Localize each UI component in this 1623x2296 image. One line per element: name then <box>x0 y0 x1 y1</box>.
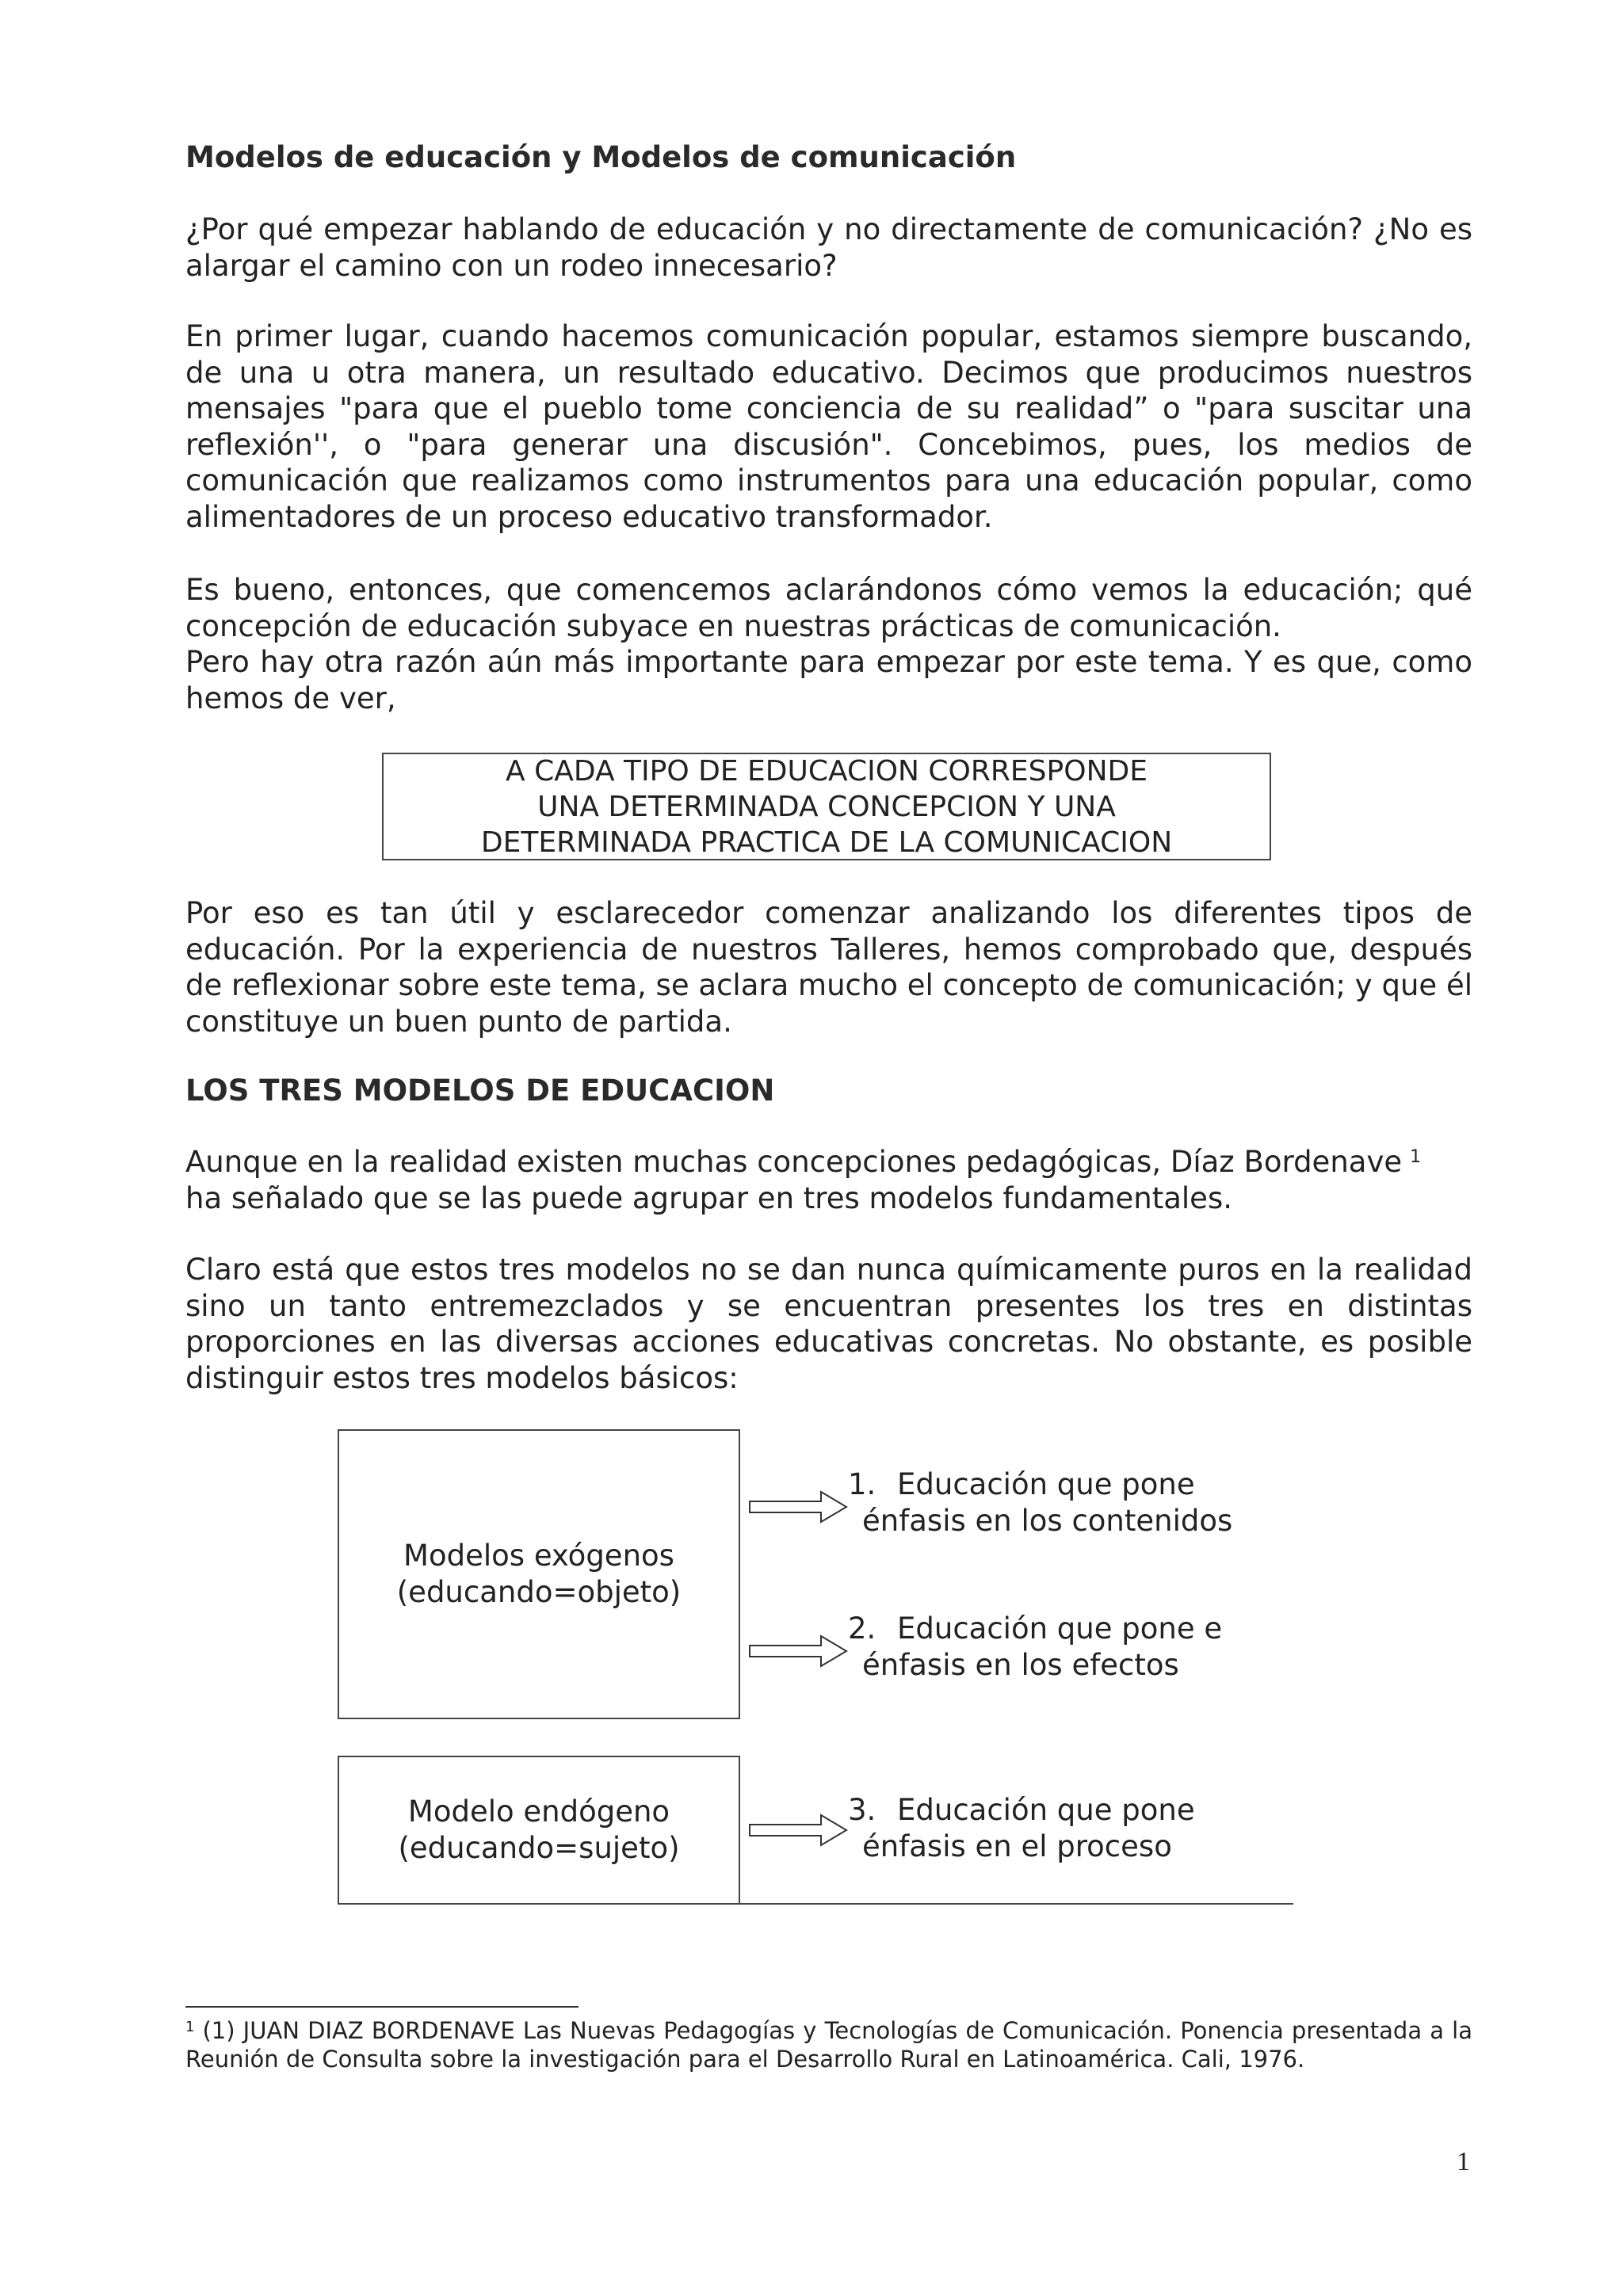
paragraph-text-part: Aunque en la realidad existen muchas concepciones pedagógicas, Díaz Bordenave <box>185 1145 1403 1179</box>
paragraph-text: Claro está que estos tres modelos no se dan nunca químicamente puros en la realidad sino un tanto entremezclados y se encuentran presentes los tres en distintas proporciones en las diversas acciones educativas concretas. No obstante, es posible distinguir estos tres modelos básicos: <box>185 1253 1472 1395</box>
paragraph-text <box>185 1144 1472 1180</box>
item-line: Educación que pone e <box>897 1611 1223 1646</box>
footnote-mark: 1 <box>185 2019 195 2035</box>
footnote-text: (1) JUAN DIAZ BORDENAVE Las Nuevas Pedagogías y Tecnologías de Comunicación. Ponencia presentada a la Reunión de Consulta sobre la investigación para el Desarrollo Rural en Latinoamérica. Cali, 1976. <box>185 2017 1472 2073</box>
paragraph-6 <box>185 1252 1472 1396</box>
paragraph-4 <box>185 895 1472 1039</box>
box-label: (educando=objeto) <box>396 1575 682 1609</box>
page-title: Modelos de educación y Modelos de comunicación <box>185 140 1017 174</box>
paragraph-3 <box>185 572 1472 716</box>
item-number: 1. <box>848 1467 876 1501</box>
paragraph-1 <box>185 212 1472 284</box>
model-item-2 <box>848 1611 1222 1684</box>
callout-line: A CADA TIPO DE EDUCACION CORRESPONDE <box>506 754 1148 788</box>
box-label: Modelo endógeno <box>407 1794 670 1829</box>
paragraph-text: En primer lugar, cuando hacemos comunicación popular, estamos siempre buscando, de una u otra manera, un resultado educativo. Decimos que producimos nuestros mensajes "para que el pueblo tome conciencia de su realidad” o "para suscitar una reflexión'', o "para generar una discusión". Concebimos, pues, los medios de comunicación que realizamos como instrumentos para una educación popular, como alimentadores de un proceso educativo transformador. <box>185 319 1472 534</box>
item-line: énfasis en los contenidos <box>862 1504 1233 1538</box>
paragraph-text: Pero hay otra razón aún más importante para empezar por este tema. Y es que, como hemos de ver, <box>185 645 1472 715</box>
item-line: Educación que pone <box>897 1793 1195 1827</box>
item-line: énfasis en el proceso <box>862 1829 1172 1863</box>
right-arrow-icon <box>748 1813 851 1848</box>
section-heading-block <box>185 1073 1472 1108</box>
item-number: 3. <box>848 1793 876 1827</box>
box-label: (educando=sujeto) <box>398 1831 680 1865</box>
paragraph-5 <box>185 1144 1472 1216</box>
endogenous-model-box <box>338 1756 740 1905</box>
footnote-separator <box>185 2006 579 2008</box>
footnote-reference[interactable]: 1 <box>1410 1147 1422 1167</box>
callout-line: DETERMINADA PRACTICA DE LA COMUNICACION <box>480 826 1173 859</box>
paragraph-text: ¿Por qué empezar hablando de educación y no directamente de comunicación? ¿No es alargar el camino con un rodeo innecesario? <box>185 212 1472 283</box>
paragraph-text: Por eso es tan útil y esclarecedor comenzar analizando los diferentes tipos de educación. Por la experiencia de nuestros Talleres, hemos comprobado que, después de reflexionar sobre este tema, se aclara mucho el concepto de comunicación; y que él constituye un buen punto de partida. <box>185 896 1472 1039</box>
item-number: 2. <box>848 1611 876 1646</box>
item-line: Educación que pone <box>897 1467 1195 1501</box>
footnote <box>185 2016 1472 2073</box>
model-item-3 <box>848 1792 1195 1865</box>
exogenous-models-box <box>338 1429 740 1719</box>
model-item-1 <box>848 1466 1232 1539</box>
paragraph-text: Es bueno, entonces, que comencemos aclarándonos cómo vemos la educación; qué concepción de educación subyace en nuestras prácticas de comunicación. <box>185 573 1472 643</box>
diagram-baseline <box>740 1903 1293 1905</box>
right-arrow-icon <box>748 1489 851 1524</box>
section-heading: LOS TRES MODELOS DE EDUCACION <box>185 1074 775 1108</box>
right-arrow-icon <box>748 1634 851 1669</box>
callout-line: UNA DETERMINADA CONCEPCION Y UNA <box>537 790 1116 823</box>
page-number: 1 <box>1457 2147 1470 2176</box>
callout-box <box>382 753 1271 860</box>
title-block <box>185 139 1472 175</box>
item-line: énfasis en los efectos <box>862 1648 1179 1682</box>
paragraph-text: ha señalado que se las puede agrupar en tres modelos fundamentales. <box>185 1180 1232 1215</box>
box-label: Modelos exógenos <box>403 1539 674 1573</box>
paragraph-2 <box>185 318 1472 535</box>
